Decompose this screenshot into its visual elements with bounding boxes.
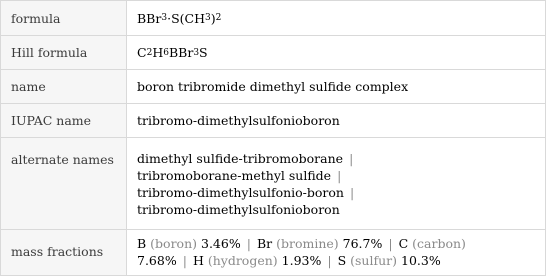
alternate-name-line	[137, 184, 545, 201]
hill-formula-value: C 2 H 6 BBr 3 S	[137, 45, 208, 60]
separator: |	[337, 168, 342, 183]
element-symbol: S	[337, 253, 347, 268]
alternate-names-value	[127, 138, 545, 229]
element-symbol: Br	[256, 236, 273, 251]
element-name: (boron)	[150, 236, 198, 251]
name-label: name	[1, 70, 127, 103]
hill-formula-part: H	[152, 45, 164, 60]
element-symbol: B	[137, 236, 147, 251]
row-mass-fractions	[1, 229, 545, 275]
hill-formula-label: Hill formula	[1, 36, 127, 69]
element-fraction: 76.7%	[342, 236, 383, 251]
alternate-name-line	[137, 201, 545, 218]
formula-part: BBr	[137, 10, 162, 26]
row-iupac-name	[1, 103, 545, 137]
separator: |	[246, 236, 251, 251]
mass-fractions-line	[137, 252, 545, 269]
element-symbol: H	[192, 253, 204, 268]
mass-fractions-value	[127, 230, 545, 275]
mass-fractions-line	[137, 235, 545, 252]
separator: |	[388, 236, 393, 251]
separator: |	[182, 253, 187, 268]
row-hill-formula	[1, 35, 545, 69]
formula-part: ·S(CH	[167, 10, 205, 26]
element-name: (sulfur)	[350, 253, 398, 268]
iupac-name-label: IUPAC name	[1, 104, 127, 137]
alternate-name-line	[137, 150, 545, 167]
alternate-name: dimethyl sulfide-tribromoborane	[137, 151, 344, 166]
name-value: boron tribromide dimethyl sulfide complex	[137, 79, 409, 94]
alternate-name: tribromo-dimethylsulfonio-boron	[137, 185, 344, 200]
formula-label: formula	[1, 1, 127, 35]
hill-formula-part: BBr	[168, 45, 194, 60]
element-symbol: C	[398, 236, 409, 251]
alternate-name: tribromo-dimethylsulfonioboron	[137, 202, 340, 217]
alternate-names-label: alternate names	[1, 138, 127, 229]
element-name: (hydrogen)	[207, 253, 278, 268]
hill-formula-part: S	[199, 45, 208, 60]
element-fraction: 1.93%	[281, 253, 322, 268]
separator: |	[349, 151, 354, 166]
row-alternate-names	[1, 137, 545, 229]
hill-formula-part: C	[137, 45, 147, 60]
separator: |	[327, 253, 332, 268]
element-name: (bromine)	[276, 236, 339, 251]
element-name: (carbon)	[412, 236, 466, 251]
mass-fractions-label: mass fractions	[1, 230, 127, 275]
row-name	[1, 69, 545, 103]
element-fraction: 3.46%	[201, 236, 241, 251]
element-fraction: 7.68%	[137, 253, 177, 268]
alternate-name-line	[137, 167, 545, 184]
element-fraction: 10.3%	[401, 253, 441, 268]
row-formula	[1, 1, 545, 35]
formula-part: )	[210, 10, 216, 26]
formula-value: BBr 3 ·S(CH 3 ) 2	[137, 10, 222, 26]
alternate-name: tribromoborane-methyl sulfide	[137, 168, 332, 183]
iupac-name-value: tribromo-dimethylsulfonioboron	[137, 113, 340, 128]
separator: |	[349, 185, 355, 200]
